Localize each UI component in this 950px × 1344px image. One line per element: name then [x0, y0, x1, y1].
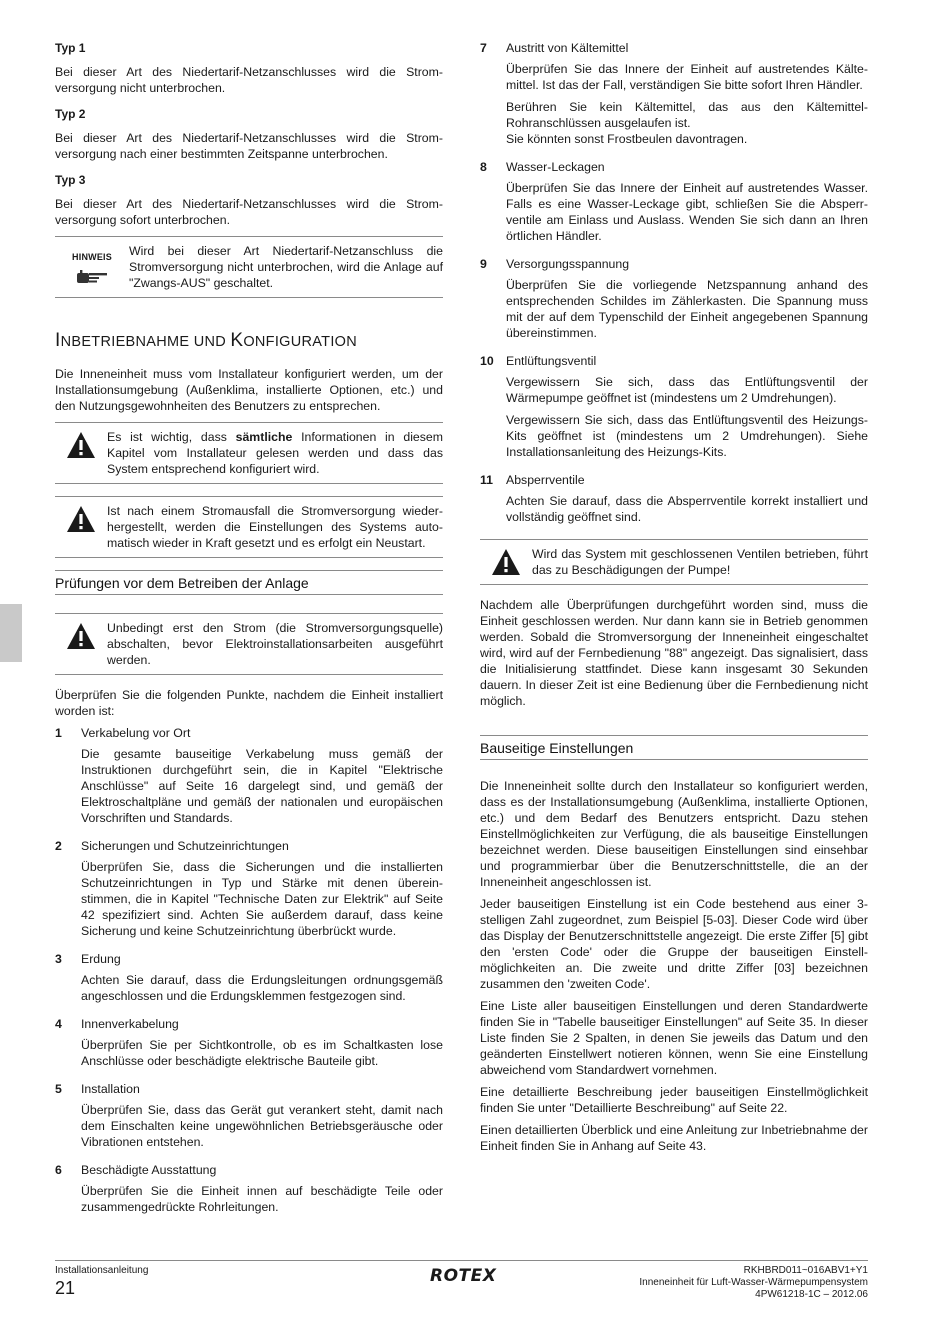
settings-paragraph-5: Einen detaillierten Überblick und eine Anleitung zur Inbetriebnahme der Einheit finden Sie in Anhang auf Seite 43. [480, 1123, 868, 1153]
footer-divider [55, 1260, 868, 1261]
warning-triangle-icon [66, 505, 96, 533]
settings-paragraph-3: Eine Liste aller bauseitigen Einstellungen und deren Standardwerte finden Sie in "Tabelle bauseitiger Einstellungen" auf Seite 35. In dieser Liste finden Sie 2 Spalten, in denen Sie jeweils das Datum und den geänderten Einstellwert notieren können, wenn Sie eine Einstellung abweichend vom Standardwert vornehmen. [480, 999, 868, 1077]
check-list [55, 725, 443, 1221]
warning-notice-3 [55, 613, 443, 675]
hinweis-icon-block [55, 243, 129, 291]
after-checks-text: Nachdem alle Überprüfungen durchgeführt worden sind, muss die Einheit geschlossen werden. Nur dann kann sie in Betrieb genommen werden. Sobald die Stromversorgung der Inneneinheit eingeschaltet wird, wird auf der Fernbedienung "88" angezeigt. Das signalisiert, dass die Initialisierung stattfindet. Diese kann insgesamt 30 Sekunden dauern. In dieser Zeit ist eine Bedienung über die Fernbedienung nicht möglich. [480, 598, 868, 708]
list-item: 11 Absperrventile Achten Sie darauf, dass die Absperrventile korrekt installiert und vollständig geöffnet sind. [480, 473, 868, 524]
hinweis-label: HINWEIS [72, 252, 112, 262]
warning-triangle-icon [66, 431, 96, 459]
list-item: 4 Innenverkabelung Überprüfen Sie per Sichtkontrolle, ob es im Schaltkasten lose Anschlüsse oder beschädigte elektrische Bauteile gibt. [55, 1017, 443, 1068]
list-item: 6 Beschädigte Ausstattung Überprüfen Sie die Einheit innen auf beschädigte Teile oder zusammengedrückte Rohrleitungen. [55, 1163, 443, 1214]
warning-triangle-icon [491, 548, 521, 576]
list-item: 5 Installation Überprüfen Sie, dass das Gerät gut verankert steht, damit nach dem Einschalten keine ungewöhnlichen Betriebsgeräusche oder Vibrationen entstehen. [55, 1082, 443, 1149]
typ2-text: Bei dieser Art des Niedertarif-Netzanschlusses wird die Stromversorgung nach einer bestimmten Zeitspanne unterbrochen. [55, 131, 443, 161]
footer-doc-type: Installationsanleitung [55, 1265, 149, 1276]
list-item: 10 Entlüftungsventil Vergewissern Sie sich, dass das Entlüftungsventil der Wärmepumpe geöffnet ist (mindestens um 2 Umdrehungen). Vergewissern Sie sich, dass das Entlüftungsventil des Heizungs-Kits geöffnet ist (mindestens um 2 Umdrehungen). Siehe Installationsanleitung des Heizungs-Kits. [480, 354, 868, 459]
list-item: 9 Versorgungsspannung Überprüfen Sie die vorliegende Netzspannung anhand des entsprechenden Schildes im Zählerkasten. Die Spannung muss mit der auf dem Typenschild der Einheit angegebenen Spannung übereinstimmen. [480, 257, 868, 340]
warning-notice-4 [480, 539, 868, 585]
list-item: 2 Sicherungen und Schutzeinrichtungen Überprüfen Sie, dass die Sicherungen und die installierten Schutzeinrichtungen in Typ und Stärke mit denen übereinstimmen, die in Kapitel "Technische Daten zur Elektrik" auf Seite 42 spezifiziert sind. Achten Sie außerdem darauf, dass keine Sicherung und keine Schutzeinrichtung überbrückt wurde. [55, 839, 443, 938]
hinweis-notice [55, 236, 443, 298]
footer-model: RKHBRD011~016ABV1+Y1 [743, 1265, 868, 1276]
footer-product: Inneneinheit für Luft-Wasser-Wärmepumpensystem [639, 1277, 868, 1288]
warning-text-4: Wird das System mit geschlossenen Ventilen betrieben, führt das zu Beschädigungen der Pumpe! [532, 547, 868, 577]
warning-notice-2 [55, 496, 443, 558]
warning-triangle-icon [66, 622, 96, 650]
chapter-heading: INBETRIEBNAHME UND KONFIGURATION [55, 330, 358, 351]
warning-text-2: Ist nach einem Stromausfall die Stromversorgung wiederhergestellt, werden die Einstellungen des Systems automatisch wieder in Kraft gesetzt und es erfolgt ein Neustart. [107, 504, 443, 550]
settings-paragraph-1: Die Inneneinheit sollte durch den Installateur so konfiguriert werden, dass es der Installationsumgebung (Außenklima, installierte Optionen, etc.) und dem Bedarf des Benutzers entspricht. Dazu stehen Einstellmöglichkeiten zur Verfügung, die als bauseitige Einstellungen bezeichnet werden. Diese bauseitigen Einstellungen sind einsehbar und programmierbar über die Benutzerschnittstelle, die an der Inneneinheit angeschlossen ist. [480, 779, 868, 889]
typ3-text: Bei dieser Art des Niedertarif-Netzanschlusses wird die Stromversorgung sofort unterbrochen. [55, 197, 443, 227]
warning-text-3: Unbedingt erst den Strom (die Stromversorgungsquelle) abschalten, bevor Elektroinstallationsarbeiten ausgeführt werden. [107, 621, 443, 667]
pointing-hand-icon [75, 269, 109, 285]
check-intro: Überprüfen Sie die folgenden Punkte, nachdem die Einheit installiert worden ist: [55, 688, 443, 718]
list-item: 8 Wasser-Leckagen Überprüfen Sie das Innere der Einheit auf austretendes Wasser. Falls es eine Wasser-Leckage gibt, schließen Sie die Absperrventile am Einlass und Auslass. Wenden Sie sich dann an Ihren örtlichen Händler. [480, 160, 868, 243]
chapter-intro: Die Inneneinheit muss vom Installateur konfiguriert werden, um der Installationsumgebung (Außenklima, installierte Optionen, etc.) und den Nutzungsgewohnheiten des Benutzers zu entsprechen. [55, 367, 443, 413]
typ1-text: Bei dieser Art des Niedertarif-Netzanschlusses wird die Stromversorgung nicht unterbrochen. [55, 65, 443, 95]
chapter-tab-marker [0, 604, 22, 662]
page-number: 21 [55, 1278, 76, 1298]
list-item: 3 Erdung Achten Sie darauf, dass die Erdungsleitungen ordnungsgemäß angeschlossen und die Erdungsklemmen festgezogen sind. [55, 952, 443, 1003]
list-item: 7 Austritt von Kältemittel Überprüfen Sie das Innere der Einheit auf austretendes Kältemittel. Ist das der Fall, verständigen Sie bitte sofort Ihren Händler. Berühren Sie kein Kältemittel, das aus den Kältemittel-Rohranschlüssen ausgelaufen ist. Sie könnten sonst Frostbeulen davontragen. [480, 41, 868, 146]
settings-paragraph-4: Eine detaillierte Beschreibung jeder bauseitigen Einstellmöglichkeit finden Sie unter "Detaillierte Beschreibung" auf Seite 22. [480, 1085, 868, 1115]
footer-doc-id: 4PW61218-1C – 2012.06 [755, 1289, 868, 1300]
list-item: 1 Verkabelung vor Ort Die gesamte bauseitige Verkabelung muss gemäß der Instruktionen durchgeführt sein, die in Kapitel "Elektrische Anschlüsse" auf Seite 16 dargelegt sind, und gemäß der Elektroschaltpläne und gemäß der nationalen und europäischen Vorschriften und Standards. [55, 726, 443, 825]
warning-text-1: Es ist wichtig, dass sämtliche Informationen in diesem Kapitel vom Installateur gelesen werden und dass das System entsprechend konfiguriert wird. [107, 430, 444, 476]
typ1-title: Typ 1 [55, 41, 86, 55]
hinweis-text: Wird bei dieser Art Niedertarif-Netzanschluss die Stromversorgung nicht unterbrochen, wird die Anlage auf "Zwangs-AUS" geschaltet. [129, 244, 443, 290]
warning-notice-1 [55, 422, 443, 484]
left-column [55, 40, 443, 1221]
right-column [480, 40, 868, 1160]
typ2-title: Typ 2 [55, 107, 86, 121]
section-heading-bauseitige: Bauseitige Einstellungen [480, 735, 868, 760]
section-heading-pruefungen: Prüfungen vor dem Betreiben der Anlage [55, 570, 443, 595]
footer-right [639, 1265, 868, 1301]
typ3-title: Typ 3 [55, 173, 86, 187]
settings-paragraph-2: Jeder bauseitigen Einstellung ist ein Code bestehend aus einer 3-stelligen Zahl zugeordnet, zum Beispiel [5-03]. Dieser Code wird über das Display der Benutzerschnittstelle angezeigt. Die erste Ziffer [5] gibt den 'ersten Code' oder die Gruppe der bauseitigen Einstellmöglichkeiten an. Die zweite und dritte Ziffer [03] bezeichnen zusammen den 'zweiten Code'. [480, 897, 868, 991]
brand-logo: ROTEX [430, 1266, 497, 1286]
